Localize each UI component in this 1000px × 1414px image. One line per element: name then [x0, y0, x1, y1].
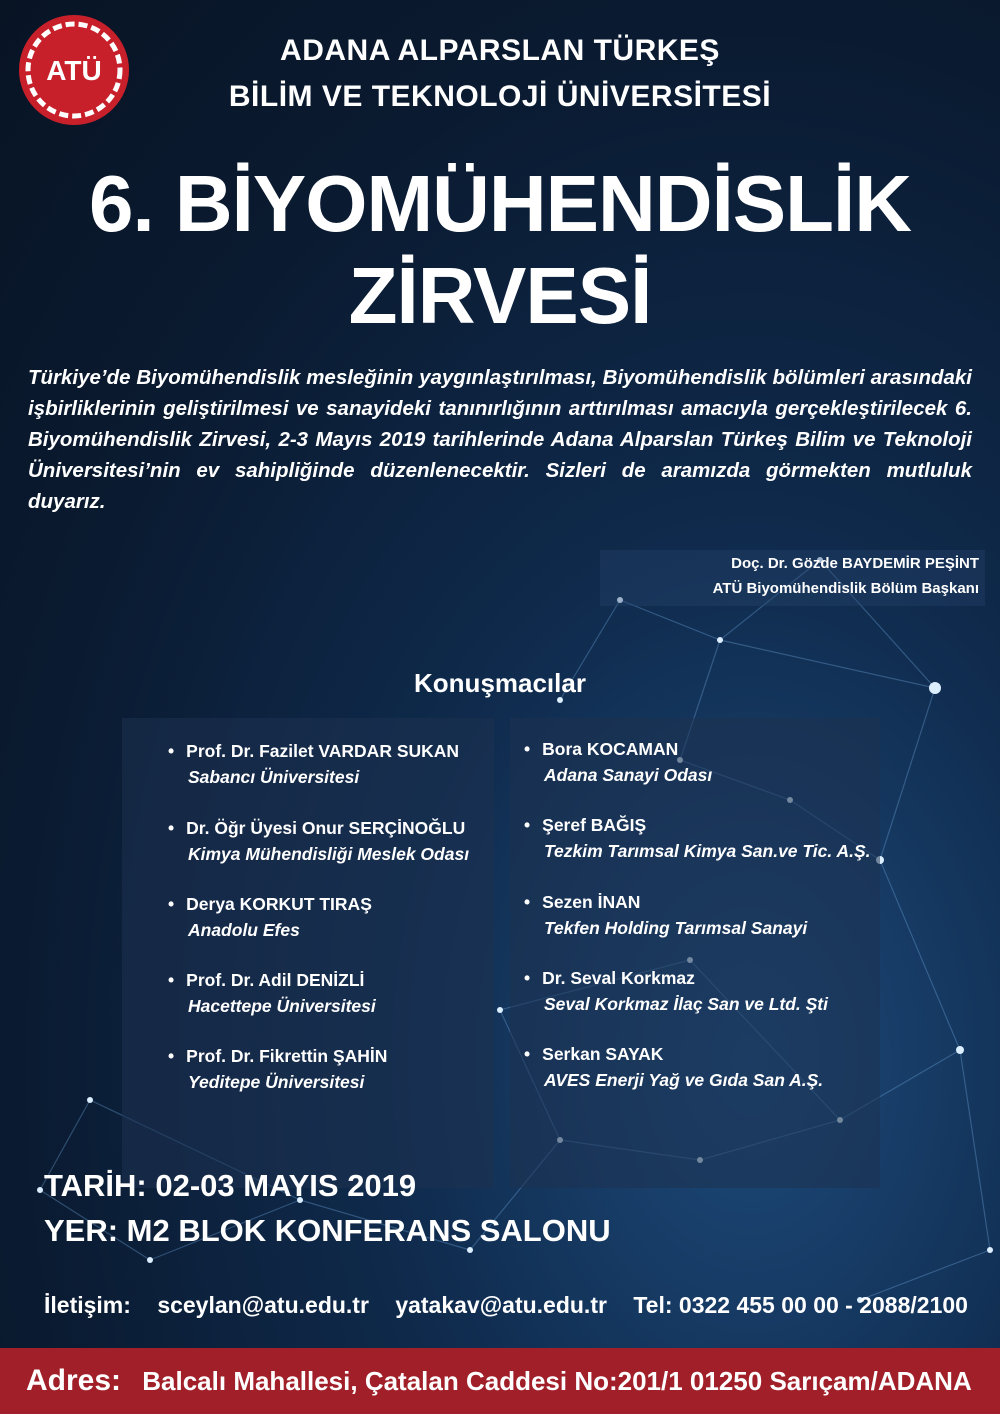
speaker-item — [168, 967, 376, 1019]
speaker-item — [524, 736, 712, 788]
speaker-item — [168, 738, 459, 790]
event-title — [0, 158, 1000, 342]
speaker-affiliation: Tekfen Holding Tarımsal Sanayi — [544, 918, 808, 938]
speaker-affiliation: Hacettepe Üniversitesi — [188, 996, 376, 1016]
speaker-name: • Derya KORKUT TIRAŞ — [168, 891, 372, 917]
speaker-affiliation: Kimya Mühendisliği Meslek Odası — [188, 844, 470, 864]
event-place: YER: M2 BLOK KONFERANS SALONU — [44, 1213, 611, 1248]
speaker-name: • Prof. Dr. Fazilet VARDAR SUKAN — [168, 738, 459, 764]
event-title-line-2: ZİRVESİ — [348, 251, 652, 340]
speaker-affiliation: Sabancı Üniversitesi — [188, 767, 360, 787]
contact-phone: Tel: 0322 455 00 00 - 2088/2100 — [633, 1292, 968, 1318]
university-line-2: BİLİM VE TEKNOLOJİ ÜNİVERSİTESİ — [228, 80, 772, 113]
address-label: Adres: — [26, 1364, 122, 1397]
speaker-affiliation: Seval Korkmaz İlaç San ve Ltd. Şti — [544, 994, 828, 1014]
contact-email-1[interactable]: sceylan@atu.edu.tr — [157, 1292, 369, 1318]
speaker-name: • Sezen İNAN — [524, 889, 807, 915]
speaker-item — [524, 965, 828, 1017]
speaker-item — [168, 1043, 387, 1095]
address-text: Balcalı Mahallesi, Çatalan Caddesi No:201/1 01250 Sarıçam/ADANA — [142, 1366, 972, 1396]
speaker-affiliation: Tezkim Tarımsal Kimya San.ve Tic. A.Ş. — [544, 841, 871, 861]
speaker-name: • Prof. Dr. Adil DENİZLİ — [168, 967, 376, 993]
speaker-name: • Dr. Seval Korkmaz — [524, 965, 828, 991]
university-name — [140, 28, 860, 120]
event-title-line-1: 6. BİYOMÜHENDİSLİK — [88, 159, 912, 248]
speaker-item — [168, 891, 372, 943]
address-bar — [0, 1348, 1000, 1414]
speaker-item — [524, 812, 870, 864]
speaker-item — [168, 815, 469, 867]
contact-email-2[interactable]: yatakav@atu.edu.tr — [395, 1292, 607, 1318]
speakers-heading: Konuşmacılar — [414, 668, 586, 698]
event-date: TARİH: 02-03 MAYIS 2019 — [44, 1168, 417, 1203]
speaker-name: • Prof. Dr. Fikrettin ŞAHİN — [168, 1043, 387, 1069]
speaker-affiliation: Adana Sanayi Odası — [544, 765, 713, 785]
speaker-affiliation: Anadolu Efes — [188, 920, 300, 940]
intro-paragraph: Türkiye’de Biyomühendislik mesleğinin yaygınlaştırılması, Biyomühendislik bölümleri arasındaki işbirliklerinin geliştirilmesi ve sanayideki tanınırlığının arttırılması amacıyla gerçekleştirilecek 6. Biyomühendislik Zirvesi, 2-3 Mayıs 2019 tarihlerinde Adana Alparslan Türkeş Bilim ve Teknoloji Üniversitesi’nin ev sahipliğinde düzenlenecektir. Sizleri de aramızda görmekten mutluluk duyarız. — [28, 366, 972, 513]
contact-line — [44, 1292, 988, 1319]
atu-logo — [18, 14, 130, 126]
university-line-1: ADANA ALPARSLAN TÜRKEŞ — [280, 34, 720, 67]
logo-text: ATÜ — [46, 55, 102, 86]
speaker-item — [524, 1041, 823, 1093]
speaker-name: • Bora KOCAMAN — [524, 736, 712, 762]
signature-name: Doç. Dr. Gözde BAYDEMİR PEŞİNT — [731, 555, 979, 572]
speaker-item — [524, 889, 807, 941]
speaker-name: • Dr. Öğr Üyesi Onur SERÇİNOĞLU — [168, 815, 469, 841]
speaker-name: • Şeref BAĞIŞ — [524, 812, 870, 838]
speaker-name: • Serkan SAYAK — [524, 1041, 823, 1067]
contact-label: İletişim: — [44, 1292, 131, 1318]
signature-title: ATÜ Biyomühendislik Bölüm Başkanı — [712, 580, 979, 597]
signature-block — [600, 550, 985, 606]
speaker-affiliation: AVES Enerji Yağ ve Gıda San A.Ş. — [544, 1070, 824, 1090]
speakers-panel-right — [510, 718, 880, 1188]
speaker-affiliation: Yeditepe Üniversitesi — [188, 1072, 365, 1092]
